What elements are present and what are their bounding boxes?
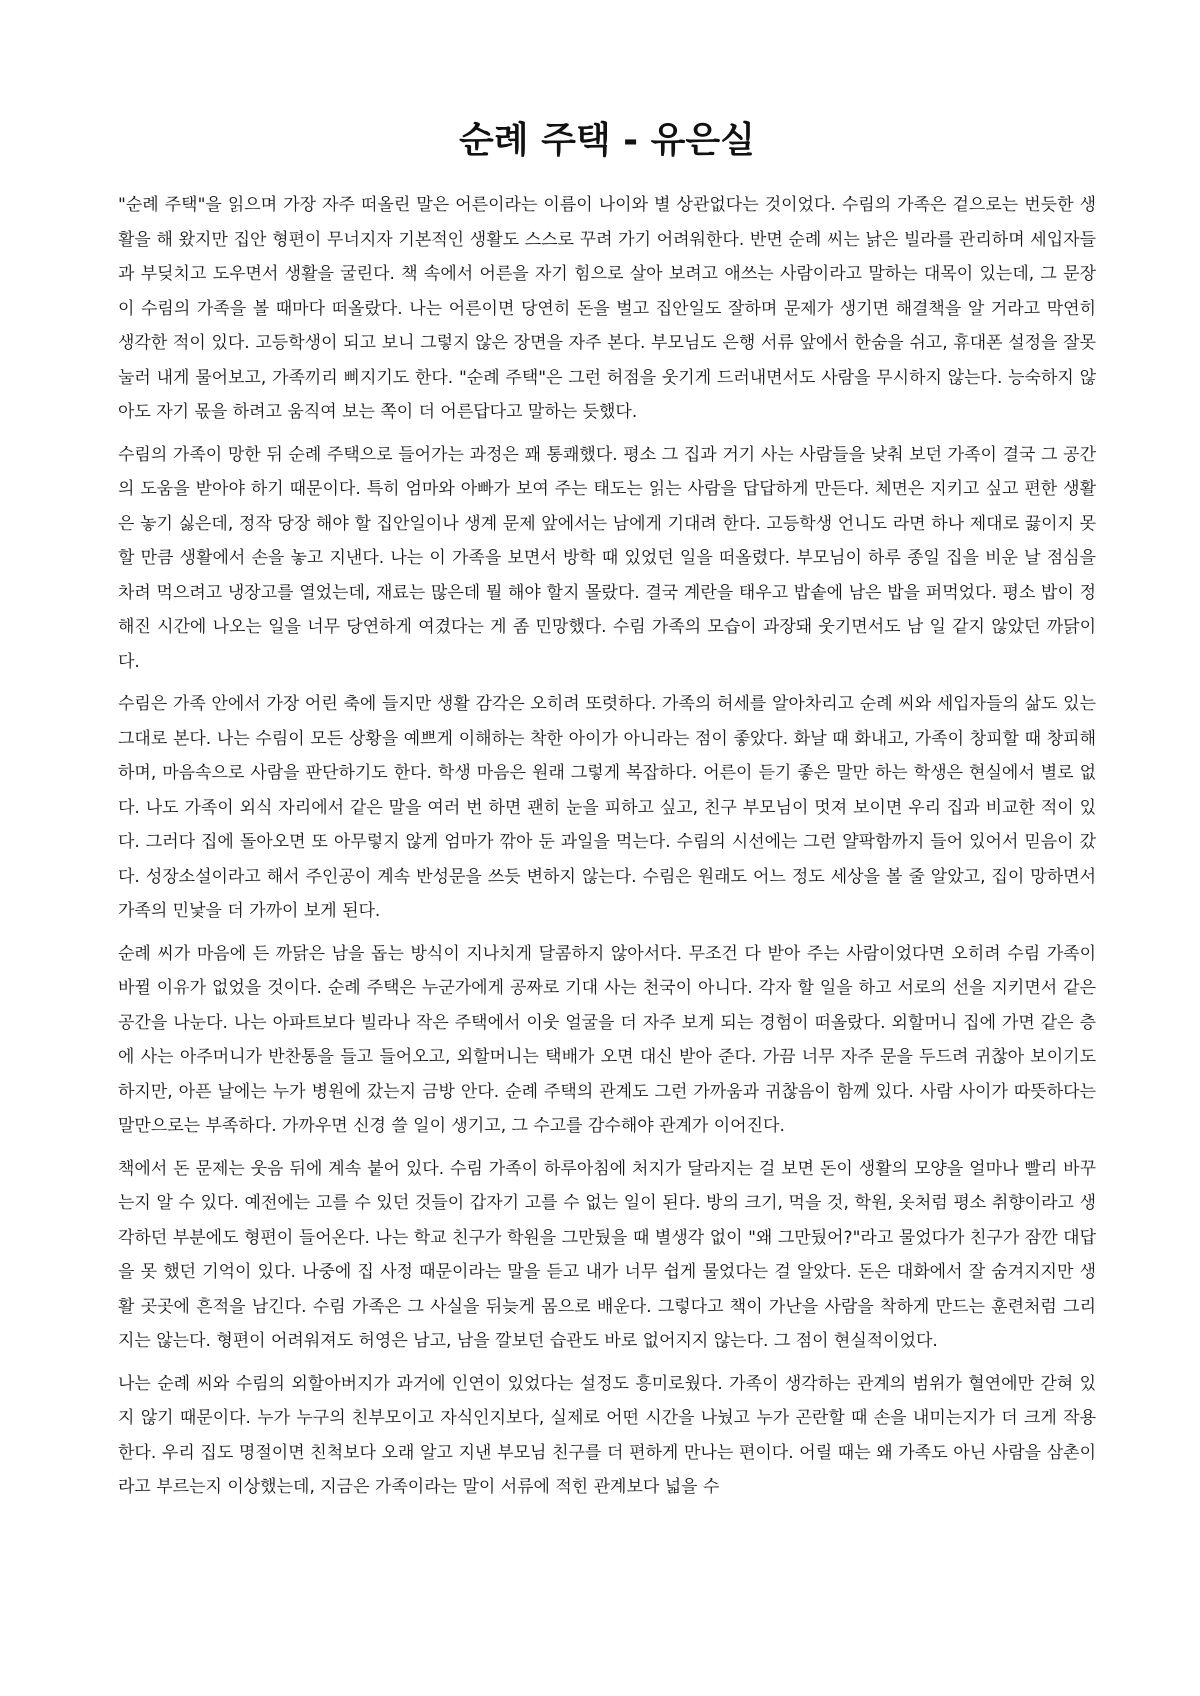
document-body [118,188,1096,1505]
paragraph: 순례 씨가 마음에 든 까닭은 남을 돕는 방식이 지나치게 달콤하지 않아서다. 무조건 다 받아 주는 사람이었다면 오히려 수림 가족이 바뀔 이유가 없었을 것이다. 순례 주택은 누군가에게 공짜로 기대 사는 천국이 아니다. 각자 할 일을 하고 서로의 선을 지키면서 같은 공간을 나눈다. 나는 아파트보다 빌라나 작은 주택에서 이웃 얼굴을 더 자주 보게 되는 경험이 떠올랐다. 외할머니 집에 가면 같은 층에 사는 아주머니가 반찬통을 들고 들어오고, 외할머니는 택배가 오면 대신 받아 준다. 가끔 너무 자주 문을 두드려 귀찮아 보이기도 하지만, 아픈 날에는 누가 병원에 갔는지 금방 안다. 순례 주택의 관계도 그런 가까움과 귀찮음이 함께 있다. 사람 사이가 따뜻하다는 말만으로는 부족하다. 가까우면 신경 쓸 일이 생기고, 그 수고를 감수해야 관계가 이어진다. [118,943,1096,1136]
paragraph: 수림은 가족 안에서 가장 어린 축에 들지만 생활 감각은 오히려 또렷하다. 가족의 허세를 알아차리고 순례 씨와 세입자들의 삶도 있는 그대로 본다. 나는 수림이 모든 상황을 예쁘게 이해하는 착한 아이가 아니라는 점이 좋았다. 화날 때 화내고, 가족이 창피할 때 창피해하며, 마음속으로 사람을 판단하기도 한다. 학생 마음은 원래 그렇게 복잡하다. 어른이 듣기 좋은 말만 하는 학생은 현실에서 별로 없다. 나도 가족이 외식 자리에서 같은 말을 여러 번 하면 괜히 눈을 피하고 싶고, 친구 부모님이 멋져 보이면 우리 집과 비교한 적이 있다. 그러다 집에 돌아오면 또 아무렇지 않게 엄마가 깎아 둔 과일을 먹는다. 수림의 시선에는 그런 얄팍함까지 들어 있어서 믿음이 갔다. 성장소설이라고 해서 주인공이 계속 반성문을 쓰듯 변하지 않는다. 수림은 원래도 어느 정도 세상을 볼 줄 알았고, 집이 망하면서 가족의 민낯을 더 가까이 보게 된다. [118,694,1096,921]
paragraph: 수림의 가족이 망한 뒤 순례 주택으로 들어가는 과정은 꽤 통쾌했다. 평소 그 집과 거기 사는 사람들을 낮춰 보던 가족이 결국 그 공간의 도움을 받아야 하기 때문이다. 특히 엄마와 아빠가 보여 주는 태도는 읽는 사람을 답답하게 만든다. 체면은 지키고 싶고 편한 생활은 놓기 싫은데, 정작 당장 해야 할 집안일이나 생계 문제 앞에서는 남에게 기대려 한다. 고등학생 언니도 라면 하나 제대로 끓이지 못할 만큼 생활에서 손을 놓고 지낸다. 나는 이 가족을 보면서 방학 때 있었던 일을 떠올렸다. 부모님이 하루 종일 집을 비운 날 점심을 차려 먹으려고 냉장고를 열었는데, 재료는 많은데 뭘 해야 할지 몰랐다. 결국 계란을 태우고 밥솥에 남은 밥을 퍼먹었다. 평소 밥이 정해진 시간에 나오는 일을 너무 당연하게 여겼다는 게 좀 민망했다. 수림 가족의 모습이 과장돼 웃기면서도 남 일 같지 않았던 까닭이다. [118,444,1096,672]
paragraph: 나는 순례 씨와 수림의 외할아버지가 과거에 인연이 있었다는 설정도 흥미로웠다. 가족이 생각하는 관계의 범위가 혈연에만 갇혀 있지 않기 때문이다. 누가 누구의 친부모이고 자식인지보다, 실제로 어떤 시간을 나눴고 누가 곤란할 때 손을 내미는지가 더 크게 작용한다. 우리 집도 명절이면 친척보다 오래 알고 지낸 부모님 친구를 더 편하게 만나는 편이다. 어릴 때는 왜 가족도 아닌 사람을 삼촌이라고 부르는지 이상했는데, 지금은 가족이라는 말이 서류에 적힌 관계보다 넓을 수 [118,1373,1096,1497]
paragraph: "순례 주택"을 읽으며 가장 자주 떠올린 말은 어른이라는 이름이 나이와 별 상관없다는 것이었다. 수림의 가족은 겉으로는 번듯한 생활을 해 왔지만 집안 형편이 무너지자 기본적인 생활도 스스로 꾸려 가기 어려워한다. 반면 순례 씨는 낡은 빌라를 관리하며 세입자들과 부딪치고 도우면서 생활을 굴린다. 책 속에서 어른을 자기 힘으로 살아 보려고 애쓰는 사람이라고 말하는 대목이 있는데, 그 문장이 수림의 가족을 볼 때마다 떠올랐다. 나는 어른이면 당연히 돈을 벌고 집안일도 잘하며 문제가 생기면 해결책을 알 거라고 막연히 생각한 적이 있다. 고등학생이 되고 보니 그렇지 않은 장면을 자주 본다. 부모님도 은행 서류 앞에서 한숨을 쉬고, 휴대폰 설정을 잘못 눌러 내게 물어보고, 가족끼리 삐지기도 한다. "순례 주택"은 그런 허점을 웃기게 드러내면서도 사람을 무시하지 않는다. 능숙하지 않아도 자기 몫을 하려고 움직여 보는 쪽이 더 어른답다고 말하는 듯했다. [118,195,1096,422]
paragraph: 책에서 돈 문제는 웃음 뒤에 계속 붙어 있다. 수림 가족이 하루아침에 처지가 달라지는 걸 보면 돈이 생활의 모양을 얼마나 빨리 바꾸는지 알 수 있다. 예전에는 고를 수 있던 것들이 갑자기 고를 수 없는 일이 된다. 방의 크기, 먹을 것, 학원, 옷처럼 평소 취향이라고 생각하던 부분에도 형편이 들어온다. 나는 학교 친구가 학원을 그만뒀을 때 별생각 없이 "왜 그만뒀어?"라고 물었다가 친구가 잠깐 대답을 못 했던 기억이 있다. 나중에 집 사정 때문이라는 말을 듣고 내가 너무 쉽게 물었다는 걸 알았다. 돈은 대화에서 잘 숨겨지지만 생활 곳곳에 흔적을 남긴다. 수림 가족은 그 사실을 뒤늦게 몸으로 배운다. 그렇다고 책이 가난을 사람을 착하게 만드는 훈련처럼 그리지는 않는다. 형편이 어려워져도 허영은 남고, 남을 깔보던 습관도 바로 없어지지 않는다. 그 점이 현실적이었다. [118,1158,1096,1351]
document-title: 순례 주택 - 유은실 [459,120,755,161]
